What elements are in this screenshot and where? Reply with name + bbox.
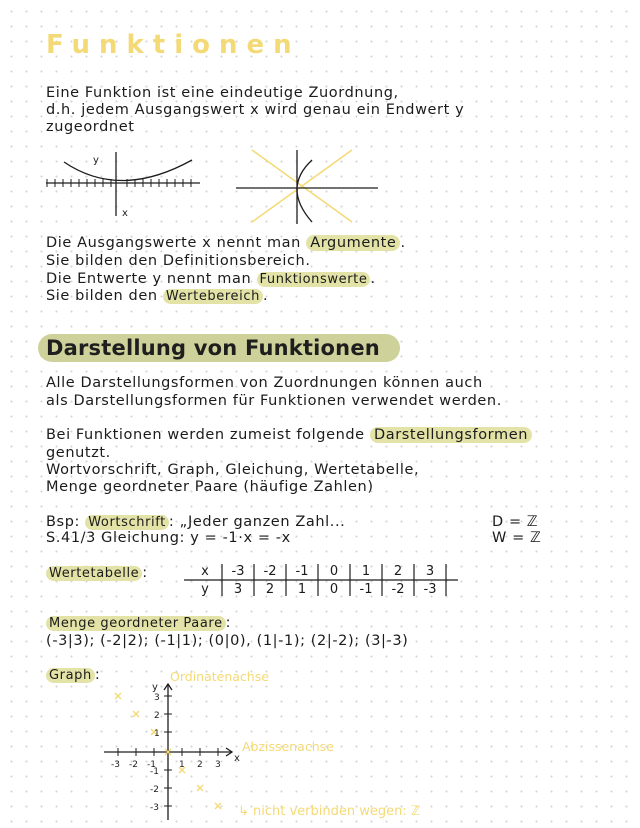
x-tick-label: 2: [197, 760, 203, 770]
table-x-cell: 2: [393, 564, 403, 579]
table-x-cell: -1: [295, 564, 309, 579]
definition-line-2: d.h. jedem Ausgangswert x wird genau ein Endwert y: [46, 102, 465, 118]
x-tick-label: -2: [129, 760, 138, 770]
bsp-label: Bsp:: [46, 514, 80, 530]
table-y-cell: -1: [359, 582, 373, 597]
domain-d: D = ℤ: [492, 514, 539, 530]
wertetabelle-colon: :: [142, 565, 148, 581]
definition-line-3: zugeordnet: [46, 119, 135, 135]
term-wertetabelle: Wertetabelle: [46, 566, 142, 581]
table-y-label: y: [201, 582, 209, 597]
table-y-cell: -2: [391, 582, 405, 597]
abszisse-label: Abzissenachse: [242, 739, 334, 754]
graph-x-axis-label: x: [234, 753, 240, 764]
table-y-cell: 1: [297, 582, 307, 597]
ordinate-label: Ordinatenachse: [170, 669, 269, 684]
arguments-line-1-text: Die Ausgangswerte x nennt man: [46, 235, 301, 251]
arguments-line-3-suffix: .: [370, 271, 376, 287]
darstellung-line-3-text: Bei Funktionen werden zumeist folgende: [46, 427, 365, 443]
table-y-cell: -3: [423, 582, 437, 597]
darstellung-line-6: Menge geordneter Paare (häufige Zahlen): [46, 479, 374, 495]
arguments-line-3-text: Die Entwerte y nennt man: [46, 271, 252, 287]
table-x-cell: -2: [263, 564, 277, 579]
bsp-text: : „Jeder ganzen Zahl...: [168, 514, 346, 530]
section-heading: Darstellung von Funktionen: [38, 334, 400, 362]
graph-note: ↳ nicht verbinden wegen: ℤ: [238, 804, 421, 819]
paare-colon: :: [225, 615, 232, 631]
y-tick-label: -2: [150, 785, 159, 795]
x-tick-label: -3: [111, 760, 120, 770]
term-darstellungsformen: Darstellungsformen: [370, 427, 532, 443]
definition-line-1: Eine Funktion ist eine eindeutige Zuordnung,: [46, 85, 399, 101]
graph-y-axis-label: y: [152, 682, 158, 693]
arguments-line-4-text: Sie bilden den: [46, 288, 158, 304]
table-x-cell: 3: [425, 564, 435, 579]
x-tick-label: 1: [179, 760, 185, 770]
y-tick-label: 2: [154, 711, 160, 721]
arguments-line-4-suffix: .: [262, 288, 269, 304]
table-x-cell: 0: [329, 564, 339, 579]
term-menge-geordneter-paare: Menge geordneter Paare: [46, 616, 226, 631]
x-tick-label: 3: [215, 760, 221, 770]
table-y-cell: 2: [265, 582, 275, 597]
table-x-label: x: [201, 564, 209, 579]
domain-w: W = ℤ: [492, 530, 542, 546]
y-tick-label: -1: [150, 767, 159, 777]
y-tick-label: -3: [150, 803, 159, 813]
arguments-line-1-suffix: .: [400, 235, 406, 251]
darstellung-line-2: als Darstellungsformen für Funktionen verwendet werden.: [46, 393, 502, 409]
term-wortschrift: Wortschrift: [85, 515, 169, 530]
x-tick-label: -1: [147, 760, 156, 770]
sketch1-y-label: y: [93, 155, 99, 166]
y-tick-label: 3: [154, 693, 160, 703]
table-x-cell: -3: [231, 564, 245, 579]
paare-list: (-3|3); (-2|2); (-1|1); (0|0), (1|-1); (2|-2); (3|-3): [46, 633, 409, 649]
darstellung-line-1: Alle Darstellungsformen von Zuordnungen können auch: [46, 375, 483, 391]
sketch1-x-label: x: [122, 208, 128, 219]
table-y-cell: 3: [233, 582, 243, 597]
page-title: Funktionen: [46, 30, 301, 60]
darstellung-line-4: genutzt.: [46, 445, 111, 461]
arguments-line-2: Sie bilden den Definitionsbereich.: [46, 253, 311, 269]
graph-colon: :: [94, 667, 101, 683]
table-y-cell: 0: [329, 582, 339, 597]
term-funktionswerte: Funktionswerte: [257, 272, 371, 287]
example-line-2: S.41/3 Gleichung: y = -1·x = -x: [46, 530, 291, 546]
term-wertebereich: Wertebereich: [163, 289, 263, 304]
term-argumente: Argumente: [306, 235, 400, 251]
darstellung-line-5: Wortvorschrift, Graph, Gleichung, Wertetabelle,: [46, 462, 420, 478]
term-graph: Graph: [46, 668, 95, 683]
y-tick-label: 1: [154, 729, 160, 739]
table-x-cell: 1: [361, 564, 371, 579]
